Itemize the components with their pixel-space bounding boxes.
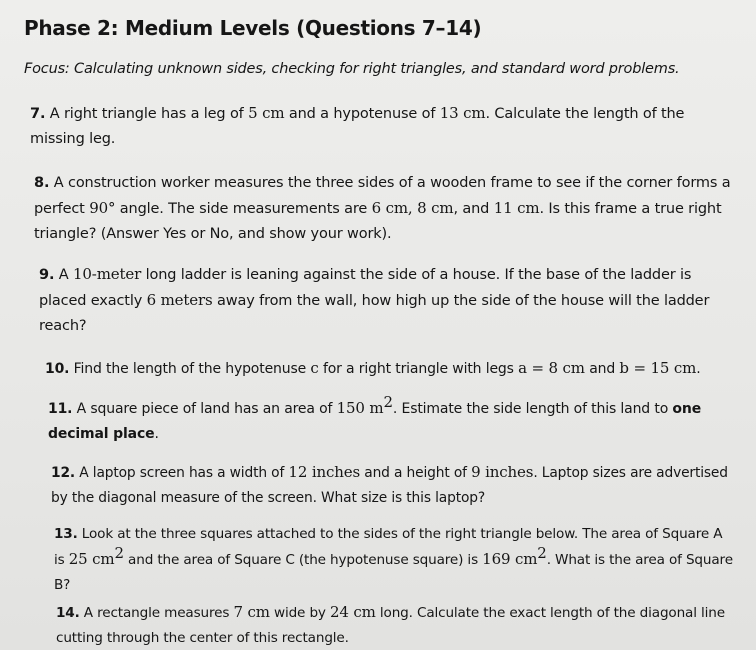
math-exponent: 2: [114, 544, 124, 562]
focus-note: Focus: Calculating unknown sides, checking for right triangles, and standard word problems.: [24, 61, 680, 77]
question-11: [48, 393, 738, 447]
question-number: 8.: [34, 175, 50, 191]
question-number: 12.: [51, 465, 75, 481]
math-value: 169 cm: [482, 550, 538, 568]
question-text: Look at the three squares attached to the sides of the right triangle below. The area of Square A is: [54, 526, 723, 568]
question-text: for a right triangle with legs: [318, 361, 519, 377]
math-value: 12 inches: [288, 463, 361, 481]
math-value: 9 inches: [471, 463, 534, 481]
question-text: .: [696, 361, 701, 377]
question-text: and a hypotenuse of: [284, 106, 440, 122]
question-text: . Calculate the length of the missing leg.: [30, 106, 685, 147]
question-number: 13.: [54, 526, 78, 542]
question-9: [39, 262, 739, 339]
question-text: A laptop screen has a width of: [75, 465, 289, 481]
question-number: 10.: [45, 361, 70, 377]
math-value: 11 cm: [493, 199, 540, 217]
question-text: away from the wall, how high up the side of the house will the ladder reach?: [39, 293, 710, 334]
question-text: , and: [453, 201, 494, 217]
question-10: [45, 356, 745, 382]
question-text: . What is the area of Square B?: [54, 552, 733, 593]
question-text: A right triangle has a leg of: [45, 106, 249, 122]
math-value: 5 cm: [248, 104, 285, 122]
question-number: 11.: [48, 401, 73, 417]
question-12: [51, 460, 731, 511]
question-text: and: [584, 361, 620, 377]
question-text: and the area of Square C (the hypotenuse square) is: [123, 552, 483, 568]
question-text: Find the length of the hypotenuse: [69, 361, 311, 377]
question-text: . Laptop sizes are advertised by the diagonal measure of the screen. What size is this laptop?: [51, 465, 728, 506]
question-number: 14.: [56, 605, 80, 621]
page-title: Phase 2: Medium Levels (Questions 7–14): [24, 16, 482, 40]
math-exponent: 2: [537, 544, 547, 562]
math-value: 6 meters: [146, 291, 213, 309]
question-text: . Estimate the side length of this land to: [392, 401, 673, 417]
question-text: A construction worker measures the three sides of a wooden frame to see if the corner forms a perfect: [34, 175, 731, 217]
math-value: 150 m: [336, 399, 384, 417]
math-exponent: 2: [383, 393, 393, 411]
math-value: c: [310, 359, 319, 377]
math-value: 90°: [89, 199, 116, 217]
math-value: b = 15 cm: [619, 359, 697, 377]
question-text: and a height of: [360, 465, 472, 481]
question-number: 7.: [30, 106, 46, 122]
math-value: 6 cm, 8 cm: [371, 199, 454, 217]
math-value: 10-meter: [73, 265, 142, 283]
question-14: [56, 600, 736, 650]
question-text: . Is this frame a true right triangle? (Answer Yes or No, and show your work).: [34, 201, 722, 242]
question-text: wide by: [269, 605, 330, 621]
question-text: long ladder is leaning against the side of a house. If the base of the ladder is placed exactly: [39, 267, 692, 309]
math-value: a = 8 cm: [518, 359, 585, 377]
math-value: 7 cm: [233, 603, 270, 621]
question-7: [30, 101, 730, 152]
question-text: A: [54, 267, 73, 283]
question-text: long. Calculate the exact length of the diagonal line cutting through the center of this rectangle.: [56, 605, 725, 646]
question-number: 9.: [39, 267, 55, 283]
math-value: 13 cm: [439, 104, 486, 122]
question-text: angle. The side measurements are: [115, 201, 372, 217]
math-value: 24 cm: [330, 603, 376, 621]
math-value: 25 cm: [68, 550, 115, 568]
question-text: A rectangle measures: [79, 605, 234, 621]
question-text: .: [154, 426, 159, 442]
question-13: [54, 522, 734, 598]
question-text: A square piece of land has an area of: [72, 401, 337, 417]
question-8: [34, 171, 750, 247]
emphasis-text: one decimal place: [48, 401, 702, 442]
